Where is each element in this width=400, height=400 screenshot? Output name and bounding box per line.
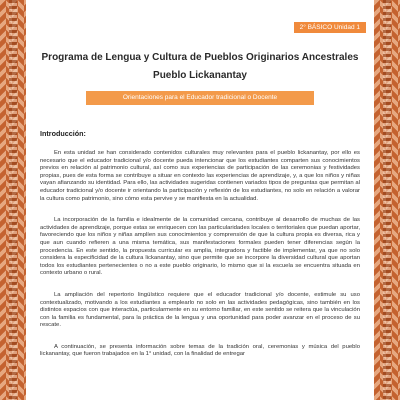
body-text	[40, 150, 360, 373]
people-subtitle: Pueblo Lickanantay	[153, 70, 247, 81]
paragraph-3: La ampliación del repertorio lingüístico requiere que el educador tradicional y/o docente, estimule su uso contextualizado, motivando a los estudiantes a emplearlo no solo en las actividades pedagógicas, sino también en los distintos espacios con que interactúa, particularmente en su entorno familiar, en este sentido se reitera que la vinculación con la familia es fundamental, para la práctica de la lengua y una oportunidad para poder avanzar en el proceso de su rescate.	[40, 291, 360, 329]
paragraph-4: A continuación, se presenta información sobre temas de la tradición oral, ceremonias y música del pueblo lickanantay, que fueron trabajados en la 1° unidad, con la finalidad de entregar	[40, 343, 360, 358]
unit-badge: 2° BÁSICO Unidad 1	[294, 22, 366, 33]
left-decorative-border	[0, 0, 26, 400]
guidance-banner: Orientaciones para el Educador tradicional o Docente	[86, 91, 314, 105]
program-title: Programa de Lengua y Cultura de Pueblos Originarios Ancestrales	[41, 52, 359, 63]
introduction-heading: Introducción:	[40, 129, 86, 138]
right-decorative-border	[374, 0, 400, 400]
paragraph-2: La incorporación de la familia e idealmente de la comunidad cercana, contribuye al desarrollo de muchas de las actividades de aprendizaje, porque estas se enriquecen con las particularidades locales o territoriales que puedan aportar, favoreciendo que los niños y niñas amplíen sus conocimientos y comprensión de que la cultura propia es diversa, rica y que aun cuando refieren a una misma temática, sus manifestaciones formales pueden tener diferencias según la procedencia. En este sentido, la propuesta curricular es amplia, integradora y factible de implementar, ya que no solo considera la especificidad de la cultura lickanantay, sino que permite que se incorpore la diversidad cultural que aportan todos los estudiantes pertenecientes o no a este pueblo originario, lo mismo que si la escuela se encuentra situada en contexto urbano o rural.	[40, 217, 360, 277]
paragraph-1: En esta unidad se han considerado contenidos culturales muy relevantes para el pueblo lickanantay, por ello es necesario que el educador tradicional y/o docente pueda intencionar que los estudiantes comparten sus conocimientos previos en relación al patrimonio cultural, así como sus experiencias de participación de las ceremonias y festividades propias, pues de esta forma se contribuye a situar en contexto las experiencias de aprendizaje, y, a que los niños y niñas vayan afianzando su identidad. Para ello, las actividades sugeridas contienen variados tipos de preguntas que permitan al educador tradicional y/o docente ir orientando la participación y reflexión de los estudiantes, no solo en relación a valorar la cultura como patrimonio, sino cómo esta pervive y se manifiesta en la actualidad.	[40, 150, 360, 202]
